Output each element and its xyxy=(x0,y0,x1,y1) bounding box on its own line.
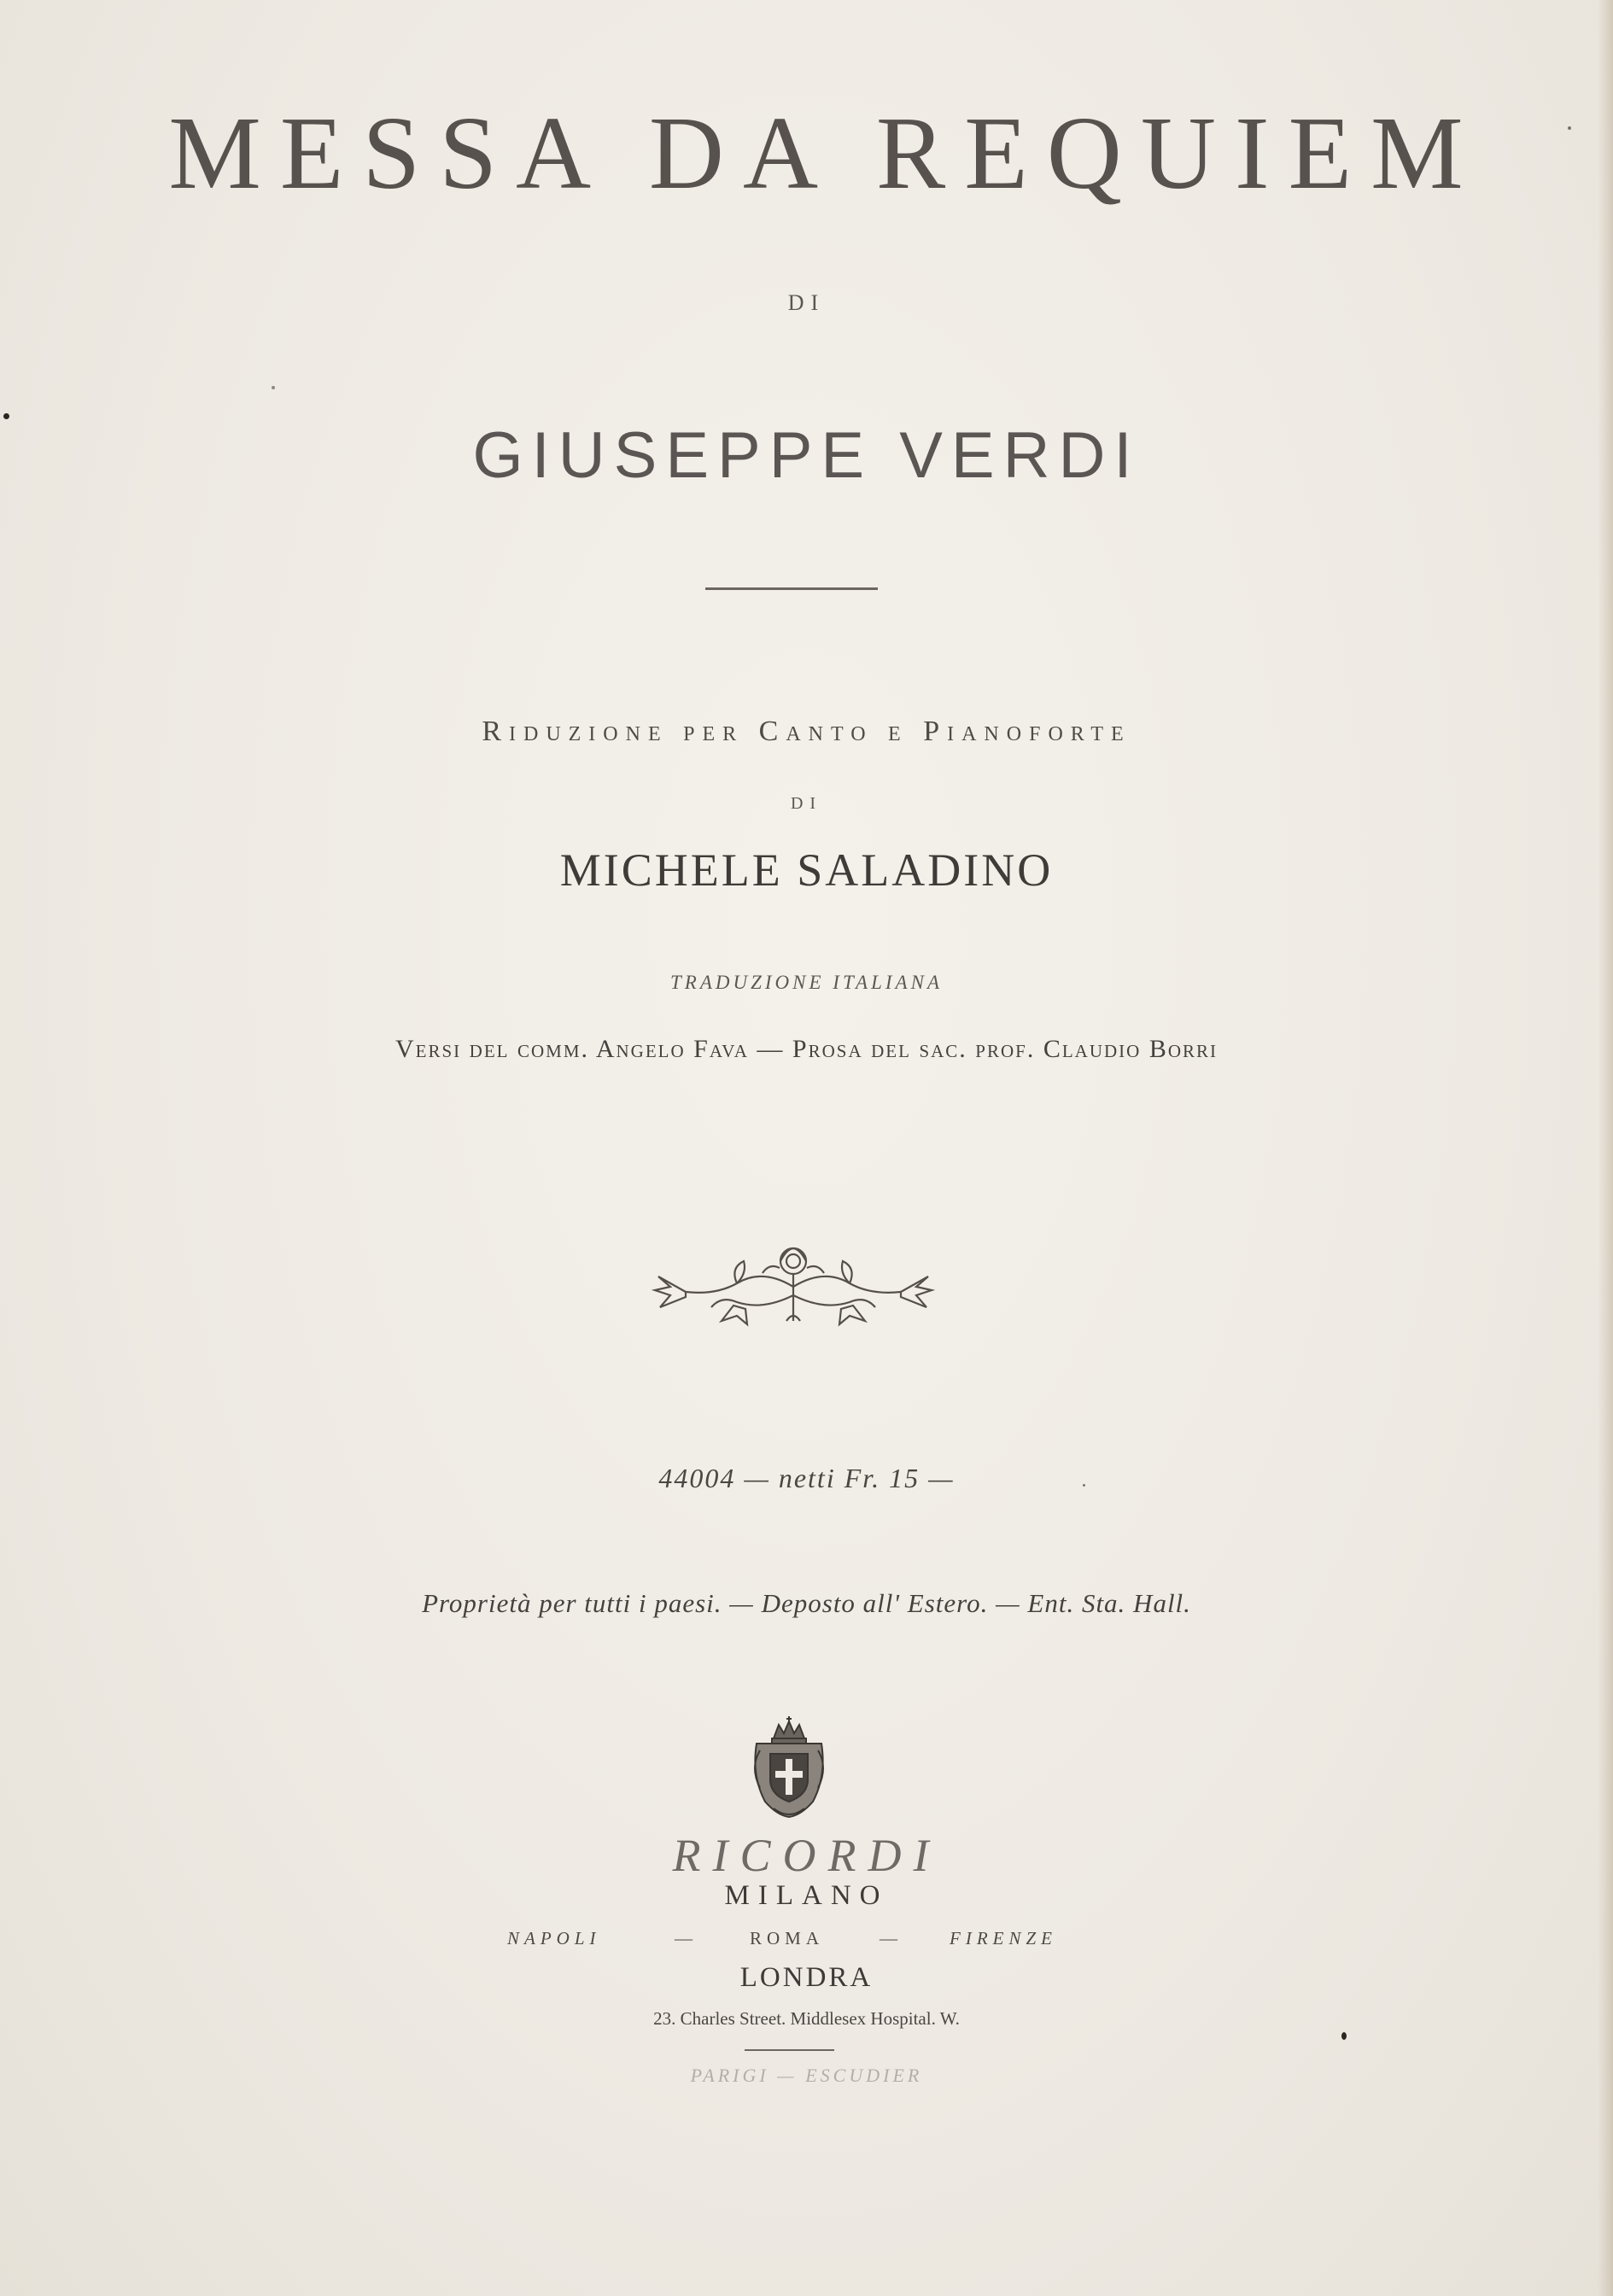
arranger-name: MICHELE SALADINO xyxy=(559,844,1054,896)
translation-heading: TRADUZIONE ITALIANA xyxy=(670,972,943,993)
composer-name: GIUSEPPE VERDI xyxy=(472,419,1141,492)
ink-speck xyxy=(3,413,9,419)
reduction-subtitle: Riduzione per Canto e Pianoforte xyxy=(482,716,1131,747)
rights-notice: Proprietà per tutti i paesi. — Deposto all' Estero. — Ent. Sta. Hall. xyxy=(422,1588,1191,1618)
city-milano: MILANO xyxy=(724,1880,889,1911)
coat-of-arms-icon xyxy=(748,1716,830,1820)
city-separator: — xyxy=(675,1928,698,1948)
di-connector-2: DI xyxy=(790,794,823,813)
ink-speck xyxy=(1083,1484,1085,1487)
main-title: MESSA DA REQUIEM xyxy=(168,96,1482,211)
london-address: 23. Charles Street. Middlesex Hospital. W. xyxy=(653,2008,960,2029)
ink-speck xyxy=(1341,2032,1347,2040)
catalog-price-line: 44004 — netti Fr. 15 — xyxy=(658,1463,955,1493)
city-roma: ROMA xyxy=(750,1928,825,1948)
ink-speck xyxy=(272,386,275,389)
city-separator: — xyxy=(880,1928,903,1948)
small-divider-rule xyxy=(745,2049,834,2051)
branch-cities xyxy=(0,1928,1613,1954)
publisher-name: RICORDI xyxy=(672,1830,941,1881)
paris-agent-line: PARIGI — ESCUDIER xyxy=(690,2065,923,2086)
city-firenze: FIRENZE xyxy=(950,1928,1057,1948)
city-londra: LONDRA xyxy=(739,1962,874,1993)
translators-credit: Versi del comm. Angelo Fava — Prosa del sac. prof. Claudio Borri xyxy=(394,1035,1219,1063)
di-connector-1: DI xyxy=(787,290,826,315)
divider-rule xyxy=(705,587,878,590)
city-napoli: NAPOLI xyxy=(507,1928,601,1948)
floral-vignette-icon xyxy=(652,1242,935,1333)
ink-speck xyxy=(1568,126,1571,130)
